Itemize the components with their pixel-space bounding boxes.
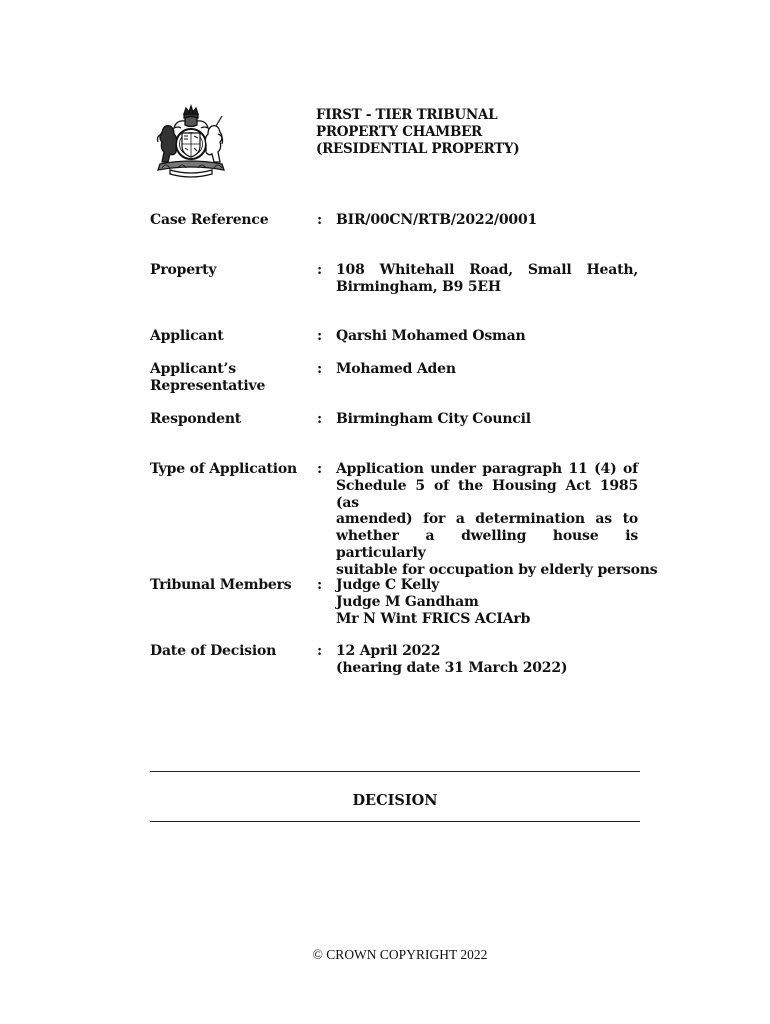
colon-separator: :	[317, 328, 322, 344]
respondent-value: Birmingham City Council	[336, 411, 531, 427]
colon-separator: :	[317, 643, 322, 659]
crown-copyright: © CROWN COPYRIGHT 2022	[312, 947, 488, 962]
colon-separator: :	[317, 411, 322, 427]
application-text-line: Schedule 5 of the Housing Act 1985 (as	[336, 477, 638, 511]
colon-separator: :	[317, 361, 322, 377]
respondent-label: Respondent	[150, 411, 242, 427]
hearing-date: (hearing date 31 March 2022)	[336, 659, 568, 676]
top-divider	[150, 771, 640, 772]
application-text-line: amended) for a determination as to	[336, 511, 638, 528]
case-reference-value: BIR/00CN/RTB/2022/0001	[336, 212, 538, 228]
header-line-2: PROPERTY CHAMBER	[316, 124, 482, 140]
tribunal-member: Mr N Wint FRICS ACIArb	[336, 610, 531, 627]
colon-separator: :	[317, 461, 322, 477]
application-text-line: whether a dwelling house is particularly	[336, 528, 638, 561]
colon-separator: :	[317, 212, 322, 228]
case-reference-label: Case Reference	[150, 212, 269, 228]
decision-title: DECISION	[352, 792, 438, 809]
application-text-line: Application under paragraph 11 (4) of	[336, 461, 638, 477]
property-value-line-1: 108 Whitehall Road, Small Heath,	[336, 262, 638, 278]
tribunal-member: Judge M Gandham	[336, 593, 479, 610]
tribunal-member: Judge C Kelly	[336, 577, 440, 593]
bottom-divider	[150, 821, 640, 822]
header-line-3: (RESIDENTIAL PROPERTY)	[316, 141, 520, 157]
applicant-representative-label-line-1: Applicant’s	[150, 361, 236, 377]
decision-date: 12 April 2022	[336, 643, 441, 659]
royal-coat-of-arms-icon	[148, 104, 234, 178]
tribunal-members-label: Tribunal Members	[150, 577, 292, 593]
applicant-value: Qarshi Mohamed Osman	[336, 328, 526, 344]
property-value-line-2: Birmingham, B9 5EH	[336, 278, 501, 295]
date-of-decision-label: Date of Decision	[150, 643, 277, 659]
applicant-representative-label-line-2: Representative	[150, 377, 266, 394]
application-text-line: suitable for occupation by elderly persons	[336, 561, 658, 578]
applicant-label: Applicant	[150, 328, 224, 344]
type-of-application-label: Type of Application	[150, 461, 297, 477]
tribunal-header	[316, 107, 519, 158]
applicant-representative-value: Mohamed Aden	[336, 361, 456, 377]
header-line-1: FIRST - TIER TRIBUNAL	[316, 107, 498, 123]
colon-separator: :	[317, 262, 322, 278]
colon-separator: :	[317, 577, 322, 593]
property-label: Property	[150, 262, 217, 278]
